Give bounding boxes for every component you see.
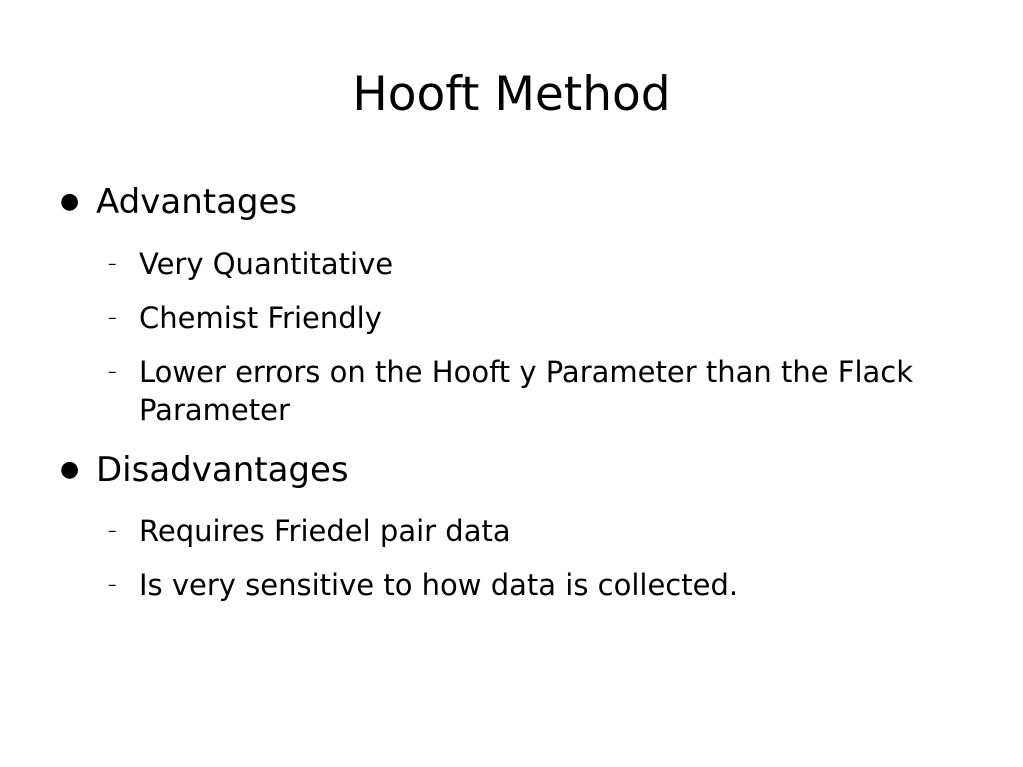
bullet-dot-icon: ● xyxy=(60,457,80,482)
bullet-heading: Disadvantages xyxy=(96,450,349,490)
bullet-heading: Advantages xyxy=(96,182,298,222)
sub-bullet-text: Very Quantitative xyxy=(139,247,394,281)
dash-icon: – xyxy=(108,254,117,274)
dash-icon: – xyxy=(108,362,117,382)
sub-bullet-text: Chemist Friendly xyxy=(139,301,382,335)
dash-icon: – xyxy=(108,575,117,595)
dash-icon: – xyxy=(108,308,117,328)
dash-icon: – xyxy=(108,521,117,541)
slide-title: Hooft Method xyxy=(352,67,671,122)
sub-bullet-text: Is very sensitive to how data is collected. xyxy=(139,568,739,602)
sub-bullet-text: Requires Friedel pair data xyxy=(139,514,511,548)
sub-bullet-text: Lower errors on the Hooft y Parameter than the Flack Parameter xyxy=(139,355,914,427)
bullet-dot-icon: ● xyxy=(60,189,80,214)
